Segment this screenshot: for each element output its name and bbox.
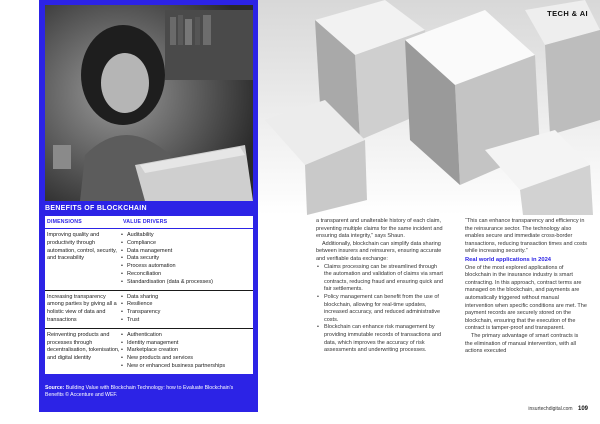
table-row xyxy=(45,329,253,374)
driver-item: • Data security xyxy=(121,255,253,263)
driver-item: • Process automation xyxy=(121,263,253,271)
table-row xyxy=(45,229,253,291)
drivers-cell xyxy=(121,294,253,325)
source-label: Source: xyxy=(45,385,65,391)
benefits-panel xyxy=(39,0,258,412)
driver-item: • Standardisation (data & processes) xyxy=(121,279,253,287)
footer-site: insurtechdigital.com xyxy=(528,406,573,412)
driver-item: • Data management xyxy=(121,248,253,256)
driver-item: • Transparency xyxy=(121,309,253,317)
driver-item: • Authentication xyxy=(121,332,253,340)
section-tag: TECH & AI xyxy=(547,9,588,18)
driver-item: • New or enhanced business partnerships xyxy=(121,363,253,371)
source-text: Building Value with Blockchain Technology: how to Evaluate Blockchain's Benefits © Accenture and WEF. xyxy=(45,385,234,399)
table-header xyxy=(45,216,253,229)
panel-title: BENEFITS OF BLOCKCHAIN xyxy=(45,205,147,212)
driver-item: • Reconciliation xyxy=(121,271,253,279)
header-dimensions: DIMENSIONS xyxy=(47,219,82,225)
dimension-cell: Increasing transparency among parties by giving all a holistic view of data and transactions xyxy=(47,293,117,323)
woman-laptop-photo xyxy=(45,5,253,201)
paragraph: Additionally, blockchain can simplify data sharing between insurers and reinsurers, ensuring accurate and verifiable data exchange: xyxy=(316,240,442,262)
driver-item: • Data sharing xyxy=(121,294,253,302)
driver-item: • Resilience xyxy=(121,301,253,309)
header-value-drivers: VALUE DRIVERS xyxy=(123,219,168,225)
paragraph: One of the most explored applications of blockchain in the insurance industry is smart contracting. In this approach, contract terms are managed on the blockchain, and payments are automatically triggered without manual intervention when specific conditions are met. The payment records are securely stored on the blockchain, ensuring that the execution of the contract is tamper-proof and transparent. xyxy=(465,264,587,332)
article-column-2 xyxy=(465,218,587,356)
source-note xyxy=(45,385,253,399)
driver-item: • Compliance xyxy=(121,240,253,248)
dimension-cell: Improving quality and productivity through automation, control, security, and traceability xyxy=(47,232,117,262)
bullet-item: • Policy management can benefit from the use of blockchain, allowing for real-time updates, increased accuracy, and reduced administrative costs. xyxy=(316,294,446,324)
page-footer xyxy=(528,406,588,412)
bullet-item: • Claims processing can be streamlined through the automation and validation of claims via smart contracts, reducing fraud and ensuring quick and fair settlements. xyxy=(316,264,446,294)
driver-item: • New products and services xyxy=(121,355,253,363)
table-row xyxy=(45,291,253,329)
driver-item: • Marketplace creation xyxy=(121,347,253,355)
subheading: Real world applications in 2024 xyxy=(465,256,552,263)
paragraph: The primary advantage of smart contracts is the elimination of manual intervention, with all actions executed xyxy=(465,332,579,355)
dimension-cell: Reinventing products and processes through decentralisation, tokenisation, and digital identity xyxy=(47,331,120,362)
paragraph: a transparent and unalterable history of each claim, preventing multiple claims for the same incident and ensuring data integrity,” says Shaun. xyxy=(316,218,443,240)
drivers-cell xyxy=(121,232,253,287)
drivers-cell xyxy=(121,332,253,371)
driver-item: • Auditability xyxy=(121,232,253,240)
decorative-cube-artwork xyxy=(255,0,600,215)
benefits-table xyxy=(45,216,253,374)
driver-item: • Trust xyxy=(121,317,253,325)
paragraph: “This can enhance transparency and efficiency in the reinsurance sector. The technology also enables secure and immediate cross-border transactions, reducing transaction times and costs while increasing security.” xyxy=(465,218,587,255)
page-number: 109 xyxy=(577,406,588,412)
bullet-item: • Blockchain can enhance risk management by providing immutable records of transactions and data, which improves the accuracy of risk assessments and underwriting processes. xyxy=(316,324,446,354)
article-column-1 xyxy=(316,218,446,355)
driver-item: • Identity management xyxy=(121,340,253,348)
